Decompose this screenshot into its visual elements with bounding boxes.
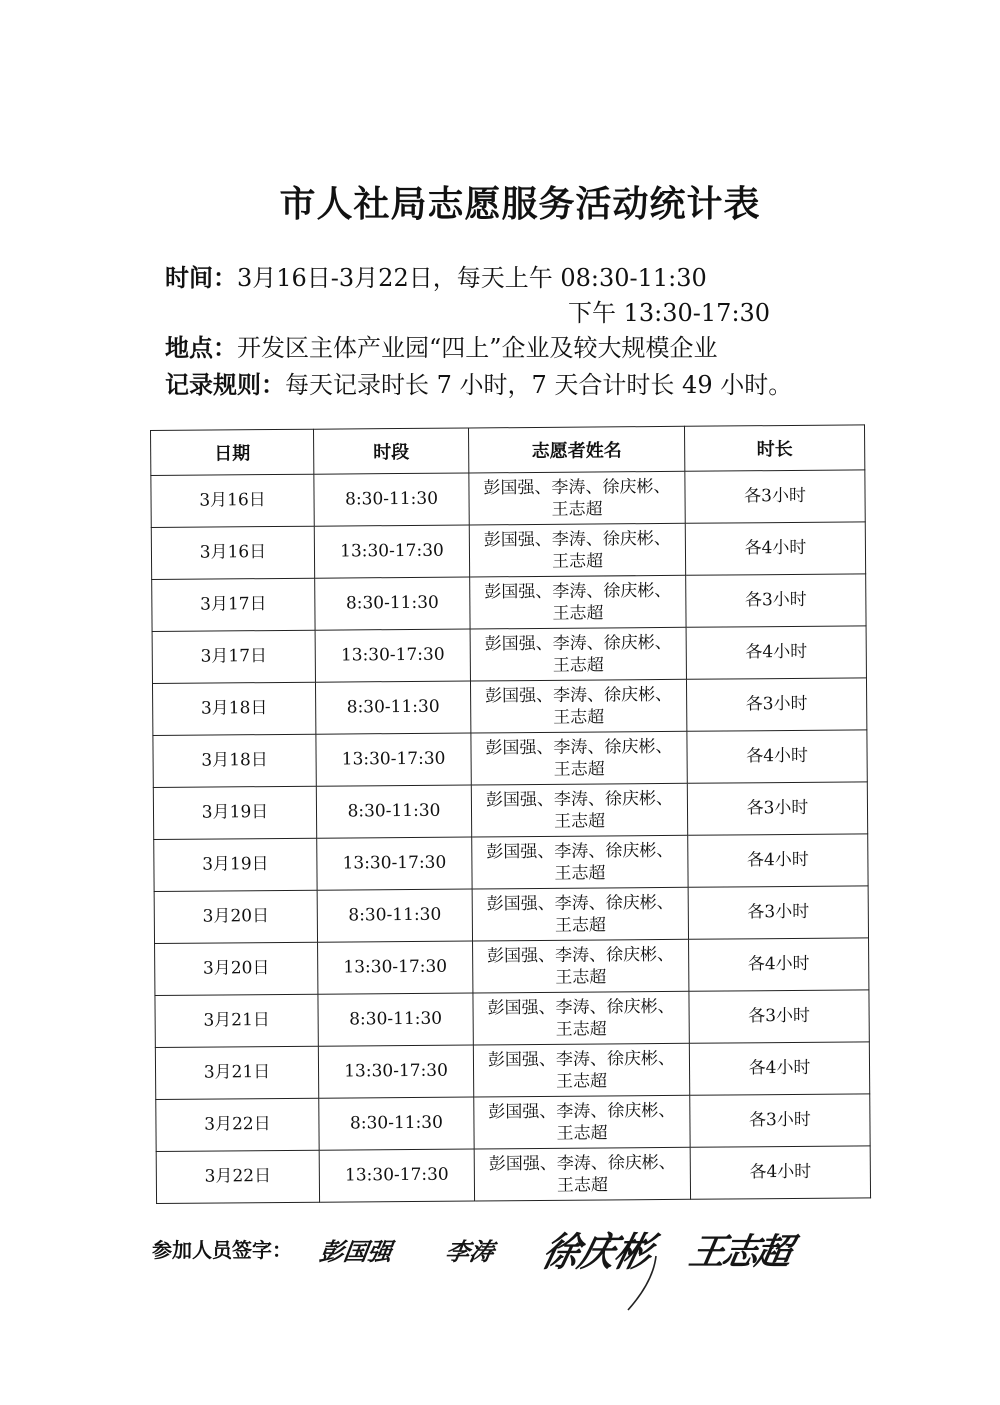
cell-volunteer-names — [474, 1147, 690, 1201]
table-row — [152, 626, 866, 684]
names-line-1: 彭国强、李涛、徐庆彬、 — [486, 840, 674, 862]
cell-volunteer-names — [473, 939, 689, 993]
cell-volunteer-names — [473, 1043, 689, 1097]
cell-volunteer-names — [469, 523, 685, 577]
names-line-2: 王志超 — [553, 758, 605, 780]
cell-date: 3月16日 — [151, 526, 314, 579]
names-line-1: 彭国强、李涛、徐庆彬、 — [485, 736, 673, 758]
cell-volunteer-names — [471, 783, 687, 837]
table-row — [154, 834, 868, 892]
cell-volunteer-names — [470, 575, 686, 629]
rule-info — [165, 365, 792, 400]
cell-duration: 各3小时 — [688, 886, 868, 939]
cell-volunteer-names — [470, 679, 686, 733]
table-body — [151, 470, 871, 1204]
cell-duration: 各4小时 — [685, 522, 865, 575]
page-title: 市人社局志愿服务活动统计表 — [279, 184, 761, 225]
names-line-1: 彭国强、李涛、徐庆彬、 — [486, 892, 674, 914]
names-line-2: 王志超 — [555, 966, 607, 988]
names-line-1: 彭国强、李涛、徐庆彬、 — [488, 1100, 676, 1122]
signature-4: 王志超 — [685, 1231, 793, 1273]
cell-duration: 各3小时 — [687, 782, 867, 835]
header-volunteer-names: 志愿者姓名 — [468, 426, 684, 473]
table-row — [156, 1146, 870, 1204]
cell-date: 3月17日 — [152, 578, 315, 631]
cell-duration: 各3小时 — [685, 470, 865, 523]
time-info-afternoon — [568, 293, 770, 328]
signature-tail-stroke — [622, 1254, 662, 1314]
cell-volunteer-names — [472, 835, 688, 889]
names-line-1: 彭国强、李涛、徐庆彬、 — [484, 580, 672, 602]
cell-period: 13:30-17:30 — [318, 1045, 473, 1098]
names-line-2: 王志超 — [554, 862, 606, 884]
cell-date: 3月16日 — [151, 474, 314, 527]
cell-period: 8:30-11:30 — [318, 993, 473, 1046]
signature-2: 李涛 — [443, 1237, 497, 1266]
names-line-2: 王志超 — [556, 1122, 608, 1144]
header-period: 时段 — [313, 428, 468, 474]
names-line-2: 王志超 — [553, 706, 605, 728]
header-date: 日期 — [151, 429, 314, 475]
names-line-2: 王志超 — [551, 550, 604, 572]
table-row — [152, 678, 866, 736]
cell-date: 3月20日 — [154, 890, 317, 943]
cell-period: 13:30-17:30 — [314, 525, 469, 578]
names-line-1: 彭国强、李涛、徐庆彬、 — [487, 944, 675, 966]
table-header-row — [151, 425, 865, 476]
names-line-1: 彭国强、李涛、徐庆彬、 — [487, 1048, 676, 1070]
cell-period: 13:30-17:30 — [318, 941, 473, 994]
names-line-2: 王志超 — [554, 810, 606, 832]
time-label: 时间： — [165, 264, 237, 292]
table-row — [156, 1094, 870, 1152]
cell-duration: 各3小时 — [690, 1094, 870, 1147]
cell-duration: 各4小时 — [687, 730, 867, 783]
table-row — [152, 574, 866, 632]
statistics-table — [150, 424, 871, 1204]
names-line-1: 彭国强、李涛、徐庆彬、 — [488, 1152, 676, 1174]
cell-period: 8:30-11:30 — [319, 1097, 474, 1150]
table-row — [153, 782, 867, 840]
cell-period: 13:30-17:30 — [319, 1149, 474, 1202]
signature-1: 彭国强 — [317, 1237, 394, 1266]
names-line-2: 王志超 — [556, 1070, 608, 1092]
cell-duration: 各3小时 — [686, 678, 866, 731]
names-line-2: 王志超 — [555, 1018, 607, 1040]
table-row — [155, 1042, 869, 1100]
cell-date: 3月19日 — [153, 786, 316, 839]
table-row — [154, 886, 868, 944]
cell-period: 13:30-17:30 — [315, 629, 470, 682]
cell-date: 3月18日 — [152, 682, 315, 735]
names-line-1: 彭国强、李涛、徐庆彬、 — [487, 996, 675, 1018]
cell-date: 3月21日 — [155, 994, 318, 1047]
names-line-2: 王志超 — [554, 914, 606, 936]
names-line-1: 彭国强、李涛、徐庆彬、 — [485, 788, 673, 810]
cell-period: 8:30-11:30 — [317, 889, 472, 942]
place-value: 开发区主体产业园“四上”企业及较大规模企业 — [237, 334, 718, 362]
table-row — [151, 470, 865, 528]
cell-date: 3月22日 — [156, 1150, 319, 1203]
cell-duration: 各4小时 — [689, 938, 869, 991]
time-value-afternoon: 下午 13:30-17:30 — [568, 299, 771, 327]
place-info — [165, 328, 718, 363]
cell-volunteer-names — [473, 991, 689, 1045]
names-line-1: 彭国强、李涛、徐庆彬、 — [485, 684, 673, 706]
cell-duration: 各3小时 — [686, 574, 866, 627]
rule-value: 每天记录时长 7 小时，7 天合计时长 49 小时。 — [285, 371, 793, 399]
cell-duration: 各4小时 — [690, 1146, 870, 1199]
signature-label: 参加人员签字： — [152, 1238, 292, 1262]
cell-date: 3月22日 — [156, 1098, 319, 1151]
cell-date: 3月20日 — [155, 942, 318, 995]
names-line-1: 彭国强、李涛、徐庆彬、 — [484, 632, 672, 654]
names-line-1: 彭国强、李涛、徐庆彬、 — [483, 528, 671, 550]
time-value: 3月16日-3月22日，每天上午 08:30-11:30 — [237, 264, 707, 292]
statistics-table-wrapper — [150, 424, 870, 1204]
cell-duration: 各4小时 — [689, 1042, 869, 1095]
cell-volunteer-names — [469, 471, 685, 525]
signature-3: 徐庆彬 — [537, 1229, 658, 1276]
names-line-2: 王志超 — [551, 498, 603, 520]
header-duration: 时长 — [684, 425, 864, 471]
cell-period: 8:30-11:30 — [314, 473, 469, 526]
cell-period: 13:30-17:30 — [317, 837, 472, 890]
names-line-2: 王志超 — [556, 1174, 609, 1196]
cell-date: 3月21日 — [155, 1046, 318, 1099]
cell-date: 3月17日 — [152, 630, 315, 683]
cell-period: 8:30-11:30 — [315, 577, 470, 630]
names-line-1: 彭国强、李涛、徐庆彬、 — [483, 476, 671, 498]
cell-period: 8:30-11:30 — [315, 681, 470, 734]
cell-duration: 各4小时 — [688, 834, 868, 887]
table-row — [153, 730, 867, 788]
signature-section — [152, 1229, 852, 1312]
time-info — [165, 258, 707, 293]
cell-duration: 各3小时 — [689, 990, 869, 1043]
cell-volunteer-names — [470, 627, 686, 681]
cell-period: 8:30-11:30 — [316, 785, 471, 838]
names-line-2: 王志超 — [552, 602, 604, 624]
cell-duration: 各4小时 — [686, 626, 866, 679]
cell-period: 13:30-17:30 — [316, 733, 471, 786]
table-row — [155, 938, 869, 996]
cell-volunteer-names — [471, 731, 687, 785]
cell-volunteer-names — [474, 1095, 690, 1149]
table-row — [151, 522, 865, 580]
rule-label: 记录规则： — [165, 371, 285, 399]
cell-date: 3月19日 — [154, 838, 317, 891]
cell-volunteer-names — [472, 887, 688, 941]
place-label: 地点： — [165, 334, 237, 362]
names-line-2: 王志超 — [552, 654, 604, 676]
cell-date: 3月18日 — [153, 734, 316, 787]
table-row — [155, 990, 869, 1048]
